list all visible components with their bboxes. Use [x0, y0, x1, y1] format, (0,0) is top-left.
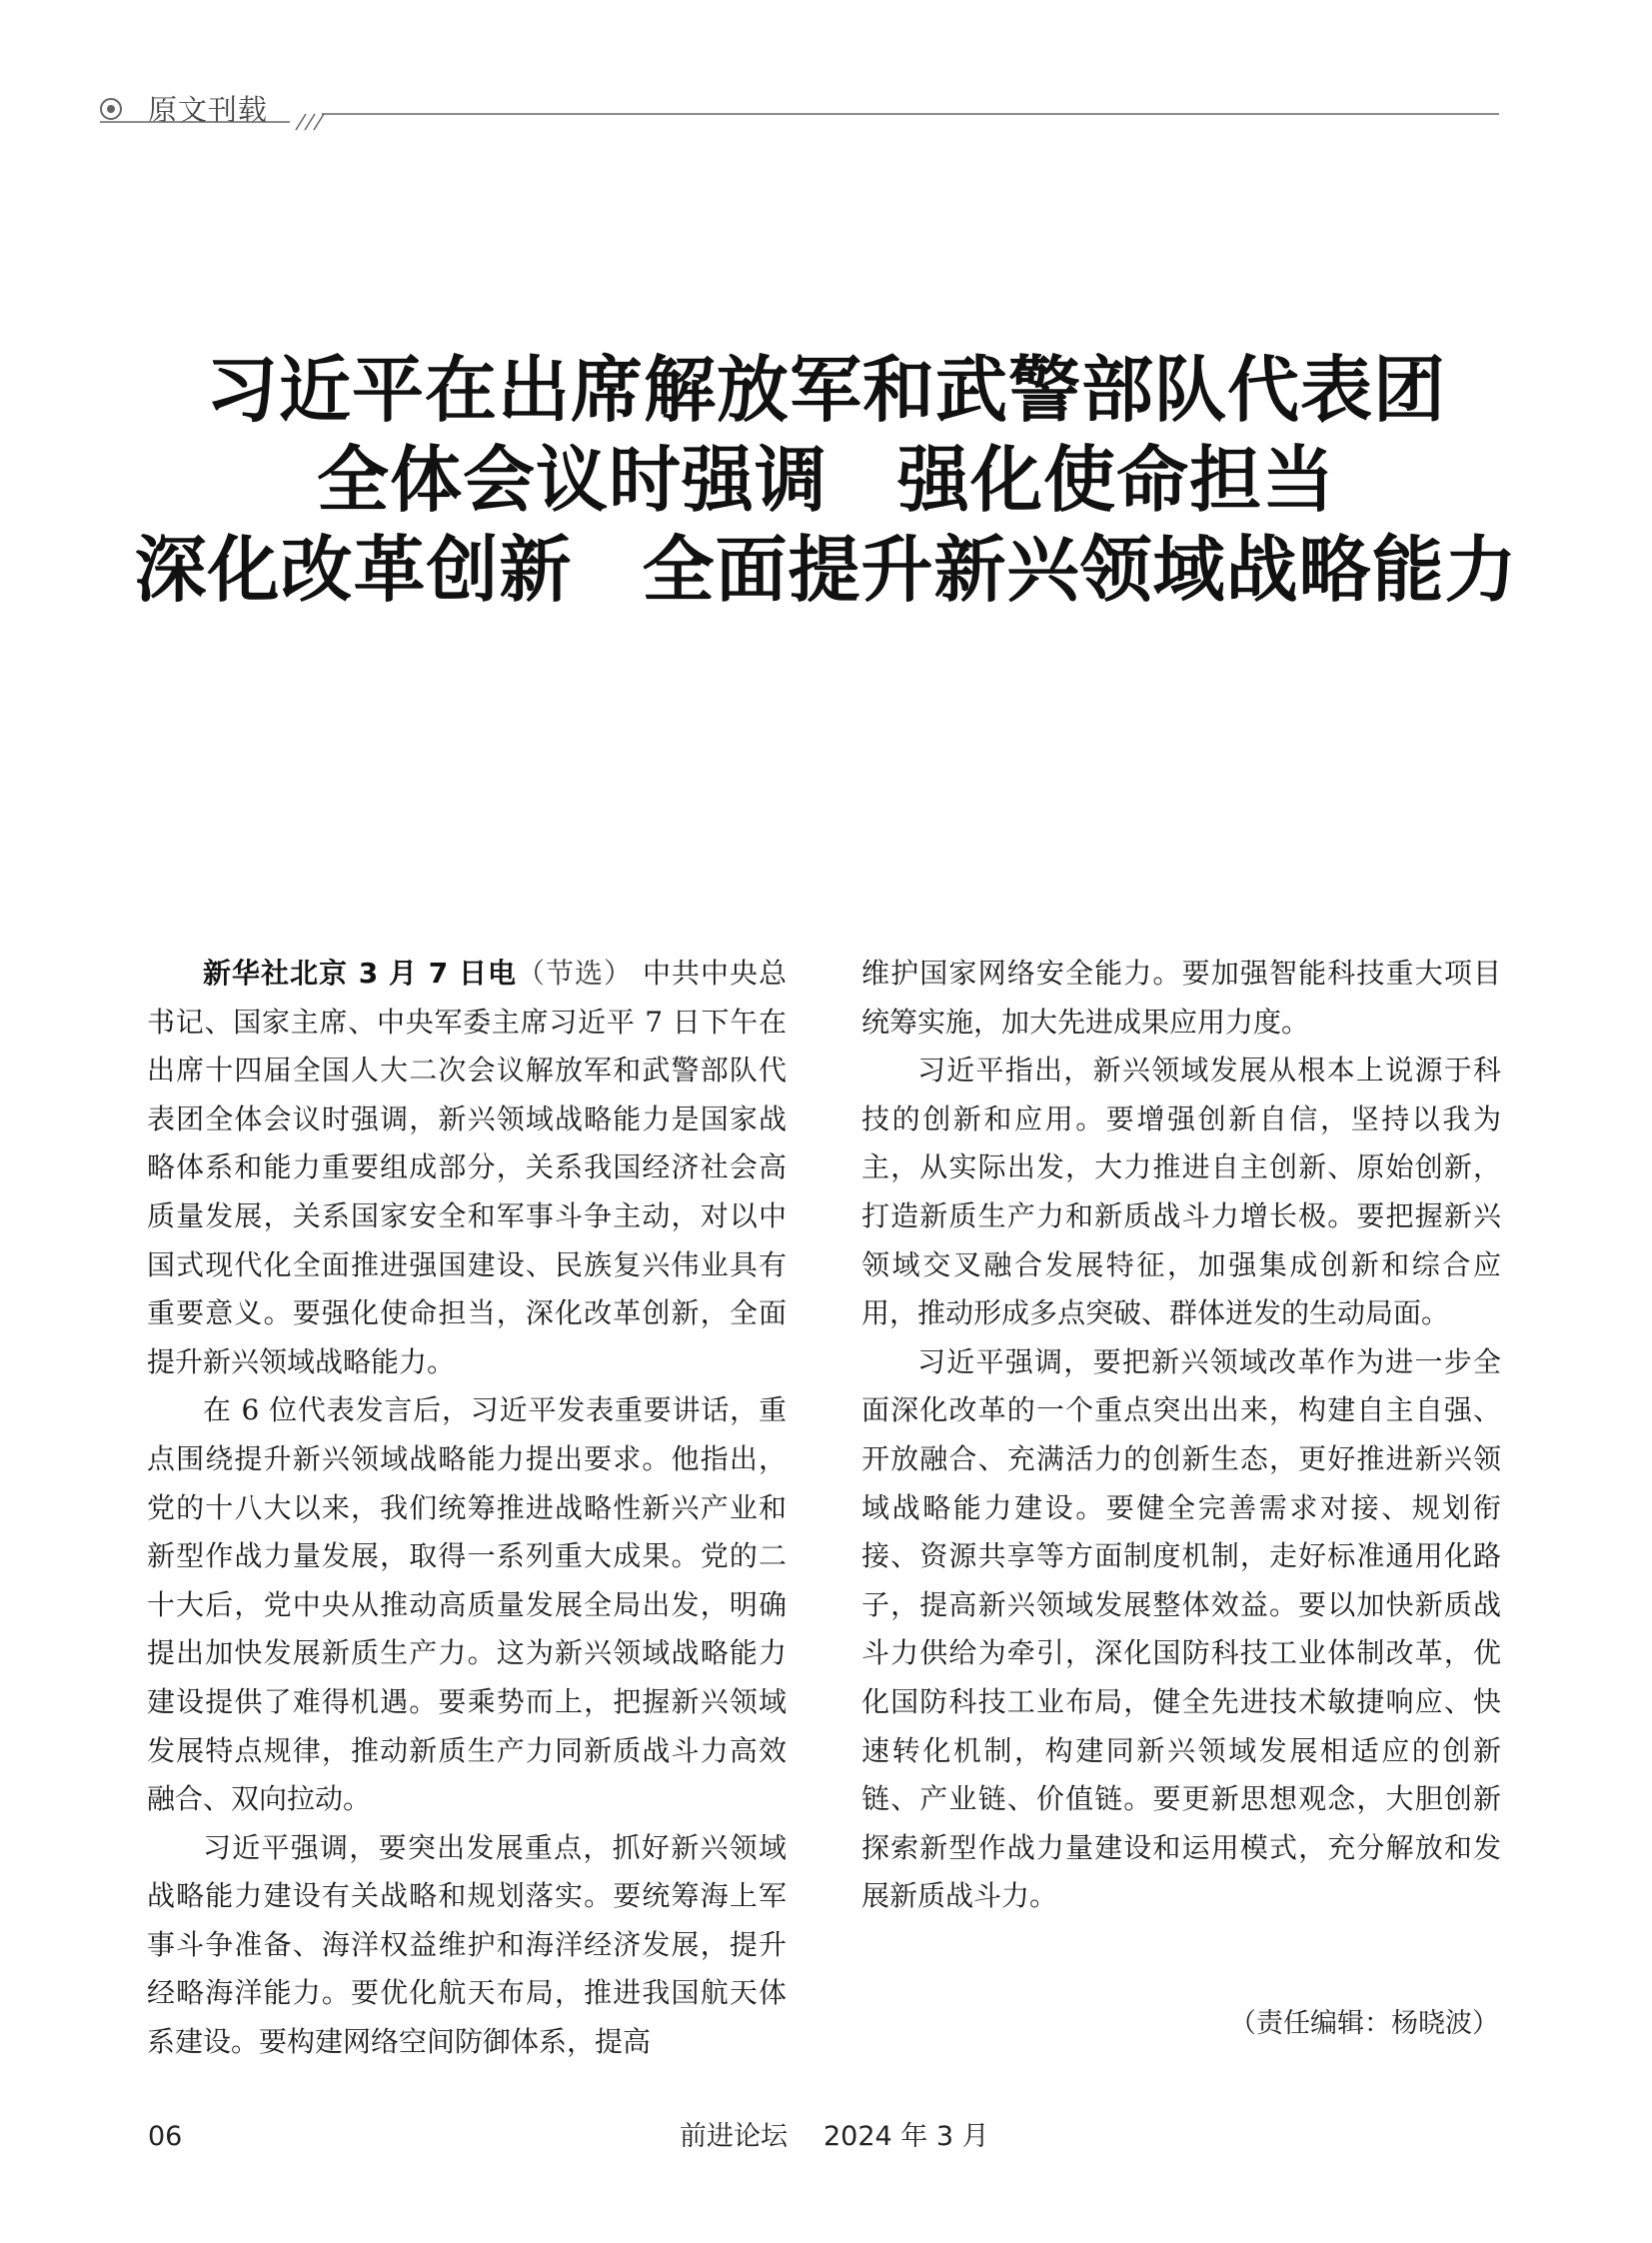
- paragraph-3-end: 维护国家网络安全能力。要加强智能科技重大项目统筹实施，加大先进成果应用力度。: [861, 957, 1501, 1039]
- responsible-editor: （责任编辑：杨晓波）: [1229, 2008, 1499, 2039]
- paragraph-3-start: 习近平强调，要突出发展重点，抓好新兴领域战略能力建设有关战略和规划落实。要统筹海上军事斗争准备、海洋权益维护和海洋经济发展，提升经略海洋能力。要优化航天布局，推进我国航天体系建设。要构建网络空间防御体系，提高: [147, 1830, 787, 2059]
- page-number: 06: [148, 2121, 183, 2152]
- article-column-right: [861, 950, 1501, 1921]
- title-line-2: 全体会议时强调 强化使命担当: [316, 438, 1336, 522]
- issue-date: 2024 年 3 月: [824, 2121, 989, 2152]
- paragraph-2: 在 6 位代表发言后，习近平发表重要讲话，重点围绕提升新兴领域战略能力提出要求。他指出，党的十八大以来，我们统筹推进战略性新兴产业和新型作战力量发展，取得一系列重大成果。党的二十大后，党中央从推动高质量发展全局出发，明确提出加快发展新质生产力。这为新兴领域战略能力建设提供了难得机遇。要乘势而上，把握新兴领域发展特点规律，推动新质生产力同新质战斗力高效融合、双向拉动。: [147, 1393, 787, 1816]
- section-label: 原文刊载: [148, 93, 269, 127]
- dateline: 新华社北京 3 月 7 日电: [203, 957, 518, 990]
- title-line-1: 习近平在出席解放军和武警部队代表团: [205, 348, 1446, 432]
- excerpt-note: （节选）: [517, 957, 634, 990]
- paragraph-5: 习近平强调，要把新兴领域改革作为进一步全面深化改革的一个重点突出出来，构建自主自强、开放融合、充满活力的创新生态，更好推进新兴领域战略能力建设。要健全完善需求对接、规划衔接、资源共享等方面制度机制，走好标准通用化路子，提高新兴领域发展整体效益。要以加快新质战斗力供给为牵引，深化国防科技工业体制改革，优化国防科技工业布局，健全先进技术敏捷响应、快速转化机制，构建同新兴领域发展相适应的创新链、产业链、价值链。要更新思想观念，大胆创新探索新型作战力量建设和运用模式，充分解放和发展新质战斗力。: [861, 1344, 1501, 1913]
- article-title: [60, 345, 1592, 615]
- journal-info: [680, 2117, 989, 2157]
- paragraph-4: 习近平指出，新兴领域发展从根本上说源于科技的创新和应用。要增强创新自信，坚持以我为主，从实际出发，大力推进自主创新、原始创新，打造新质生产力和新质战斗力增长极。要把握新兴领域交叉融合发展特征，加强集成创新和综合应用，推动形成多点突破、群体迸发的生动局面。: [861, 1054, 1501, 1330]
- journal-name: 前进论坛: [680, 2121, 788, 2152]
- header-rule: [100, 112, 1499, 132]
- article-column-left: [147, 950, 787, 2067]
- title-line-3: 深化改革创新 全面提升新兴领域战略能力: [134, 528, 1518, 612]
- paragraph-1: 新华社北京 3 月 7 日电（节选） 中共中央总书记、国家主席、中央军委主席习近平 7 日下午在出席十四届全国人大二次会议解放军和武警部队代表团全体会议时强调，新兴领域战略能力是国家战略体系和能力重要组成部分，关系我国经济社会高质量发展，关系国家安全和军事斗争主动，对以中国式现代化全面推进强国建设、民族复兴伟业具有重要意义。要强化使命担当，深化改革创新，全面提升新兴领域战略能力。: [147, 957, 787, 1378]
